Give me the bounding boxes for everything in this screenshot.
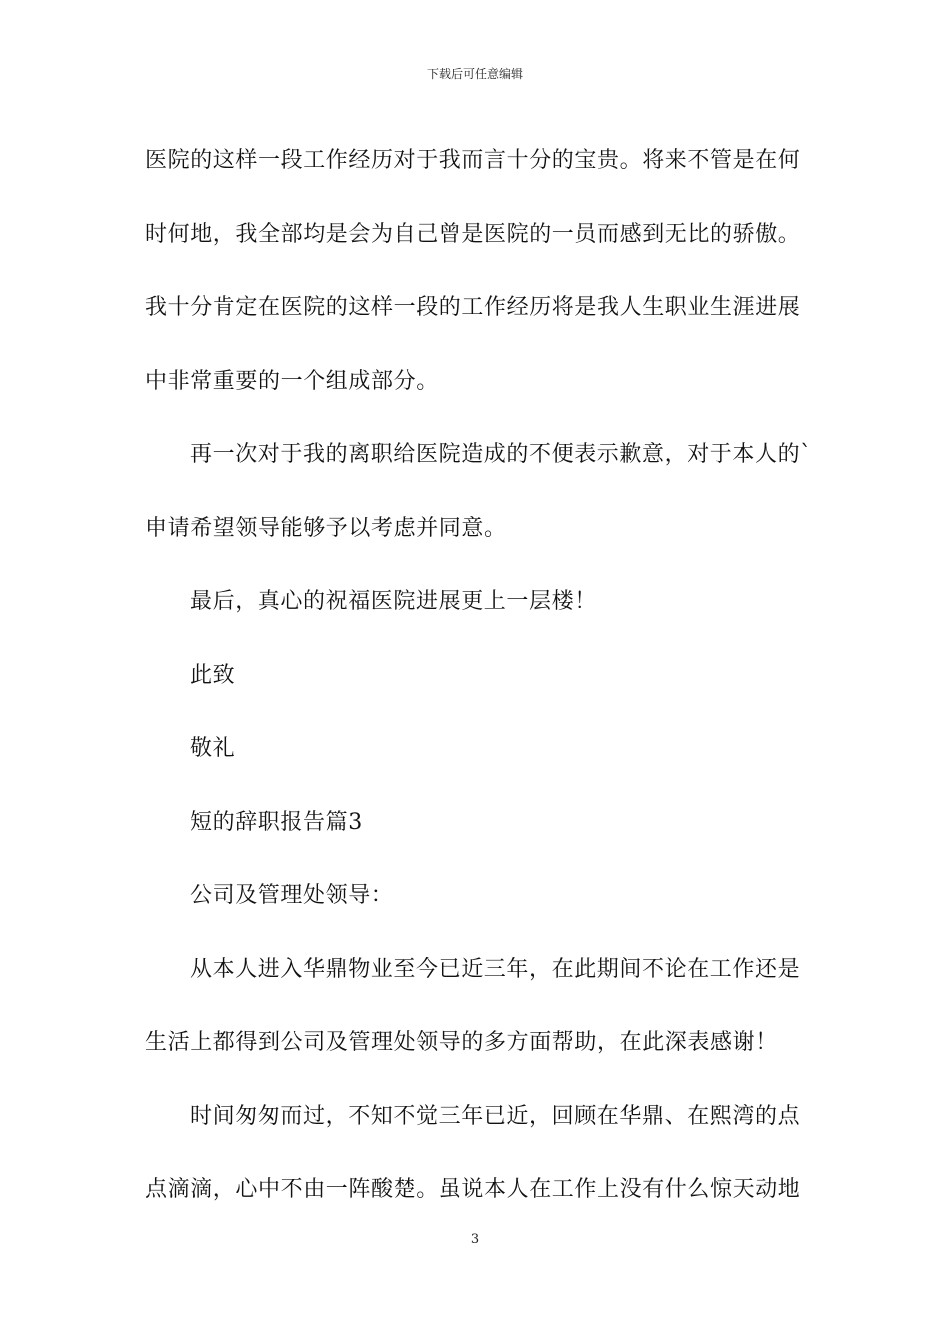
section-title: 短的辞职报告篇3 (190, 809, 363, 835)
letter-addressee: 公司及管理处领导： (190, 883, 394, 908)
body-line: 最后，真心的祝福医院进展更上一层楼！ (190, 589, 597, 614)
document-body (145, 124, 810, 1227)
body-line: 申请希望领导能够予以考虑并同意。 (145, 515, 507, 541)
body-line: 时间匆匆而过，不知不觉三年已近，回顾在华鼎、在熙湾的点 (190, 1103, 801, 1129)
body-line: 从本人进入华鼎物业至今已近三年，在此期间不论在工作还是 (190, 956, 801, 982)
body-line: 中非常重要的一个组成部分。 (145, 368, 439, 394)
body-line: 时何地，我全部均是会为自己曾是医院的一员而感到无比的骄傲。 (145, 221, 801, 247)
body-line: 医院的这样一段工作经历对于我而言十分的宝贵。将来不管是在何 (145, 148, 801, 173)
body-line: 再一次对于我的离职给医院造成的不便表示歉意，对于本人的` (190, 442, 812, 467)
page-number: 3 (470, 1232, 480, 1247)
closing-regards: 敬礼 (190, 736, 236, 761)
closing-salutation: 此致 (190, 662, 236, 688)
page-header: 下载后可任意编辑 (426, 67, 523, 81)
body-line: 点滴滴，心中不由一阵酸楚。虽说本人在工作上没有什么惊天动地 (145, 1177, 801, 1202)
body-line: 生活上都得到公司及管理处领导的多方面帮助，在此深表感谢！ (145, 1030, 778, 1055)
body-line: 我十分肯定在医院的这样一段的工作经历将是我人生职业生涯进展 (145, 295, 801, 320)
